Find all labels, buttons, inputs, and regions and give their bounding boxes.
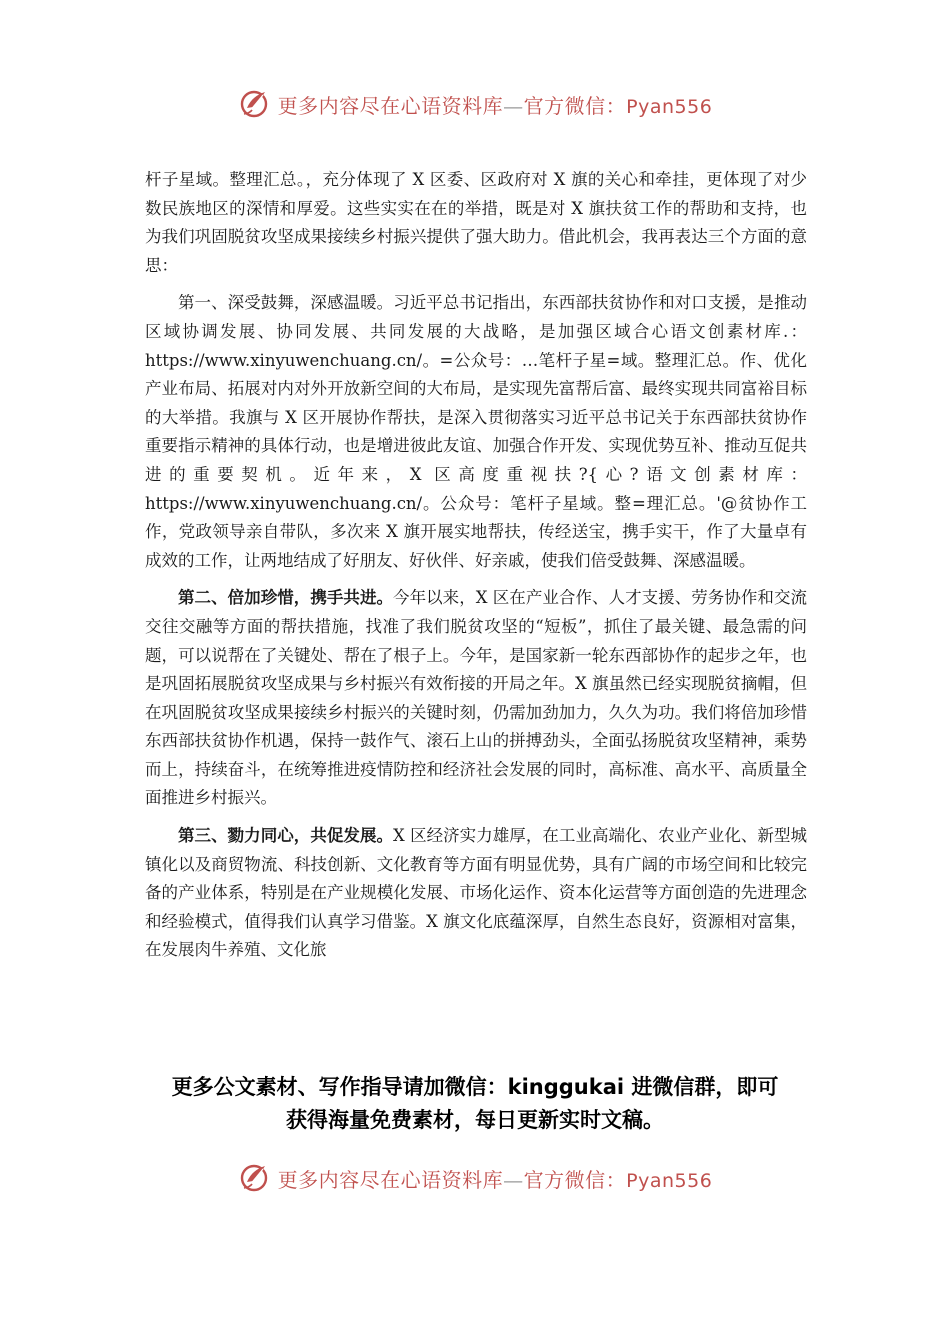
banner-site-text: 更多内容尽在心语资料库 [277,1167,504,1192]
banner-dash: — [503,93,524,118]
header-banner [0,84,950,124]
paragraph-first-point [145,289,807,575]
promo-line-1: 更多公文素材、写作指导请加微信：kinggukai 进微信群，即可 [171,1075,779,1099]
banner-wechat-handle: Pyan556 [626,1169,713,1192]
banner-site-text: 更多内容尽在心语资料库 [277,93,504,118]
banner-text [278,90,713,119]
quill-logo-icon [238,1160,274,1196]
banner-wechat-label: 官方微信： [523,1167,627,1192]
paragraph-text: 今年以来，X 区在产业合作、人才支援、劳务协作和交流交往交融等方面的帮扶措施，找准了我们脱贫攻坚的“短板”，抓住了最关键、最急需的问题，可以说帮在了关键处、帮在了根子上。今年，是国家新一轮东西部协作的起步之年，也是巩固拓展脱贫攻坚成果与乡村振兴有效衔接的开局之年。X 旗虽然已经实现脱贫摘帽，但在巩固脱贫攻坚成果接续乡村振兴的关键时刻，仍需加劲加力，久久为功。我们将倍加珍惜东西部扶贫协作机遇，保持一鼓作气、滚石上山的拼搏劲头，全面弘扬脱贫攻坚精神，乘势而上，持续奋斗，在统筹推进疫情防控和经济社会发展的同时，高标准、高水平、高质量全面推进乡村振兴。 [145,588,807,808]
paragraph-text: 杆子星域。整理汇总。，充分体现了 X 区委、区政府对 X 旗的关心和牵挂，更体现了对少数民族地区的深情和厚爱。这些实实在在的举措，既是对 X 旗扶贫工作的帮助和支持，也为我们巩固脱贫攻坚成果接续乡村振兴提供了强大助力。借此机会，我再表达三个方面的意思： [145,170,807,275]
paragraph-text: X 区经济实力雄厚，在工业高端化、农业产业化、新型城镇化以及商贸物流、科技创新、文化教育等方面有明显优势，具有广阔的市场空间和比较完备的产业体系，特别是在产业规模化发展、市场化运作、资本化运营等方面创造的先进理念和经验模式，值得我们认真学习借鉴。X 旗文化底蕴深厚，自然生态良好，资源相对富集，在发展肉牛养殖、文化旅 [145,826,807,960]
document-body [145,166,807,974]
paragraph-intro [145,166,807,280]
promo-line-2: 获得海量免费素材，每日更新实时文稿。 [286,1108,664,1132]
paragraph-third-point [145,822,807,965]
banner-wechat-label: 官方微信： [523,93,627,118]
paragraph-text: 第一、深受鼓舞，深感温暖。习近平总书记指出，东西部扶贫协作和对口支援，是推动区域协调发展、协同发展、共同发展的大战略，是加强区域合心语文创素材库.：https://www.xinyuwenchuang.cn/。=公众号：…笔杆子星=域。整理汇总。作、优化产业布局、拓展对内对外开放新空间的大布局，是实现先富帮后富、最终实现共同富裕目标的大举措。我旗与 X 区开展协作帮扶，是深入贯彻落实习近平总书记关于东西部扶贫协作重要指示精神的具体行动，也是增进彼此友谊、加强合作开发、实现优势互补、推动互促共进的重要契机。近年来，X 区高度重视扶?{心?语文创素材库：https://www.xinyuwenchuang.cn/。公众号：笔杆子星域。整=理汇总。'@贫协作工作，党政领导亲自带队，多次来 X 旗开展实地帮扶，传经送宝，携手实干，作了大量卓有成效的工作，让两地结成了好朋友、好伙伴、好亲戚，使我们倍受鼓舞、深感温暖。 [145,293,807,570]
banner-wechat-handle: Pyan556 [626,95,713,118]
promo-notice [120,1071,830,1137]
banner-dash: — [503,1167,524,1192]
banner-text [278,1164,713,1193]
paragraph-second-point [145,584,807,813]
quill-logo-icon [238,86,274,122]
paragraph-lead: 第三、勠力同心，共促发展。 [178,826,394,846]
paragraph-lead: 第二、倍加珍惜，携手共进。 [178,588,394,608]
footer-banner [0,1158,950,1198]
